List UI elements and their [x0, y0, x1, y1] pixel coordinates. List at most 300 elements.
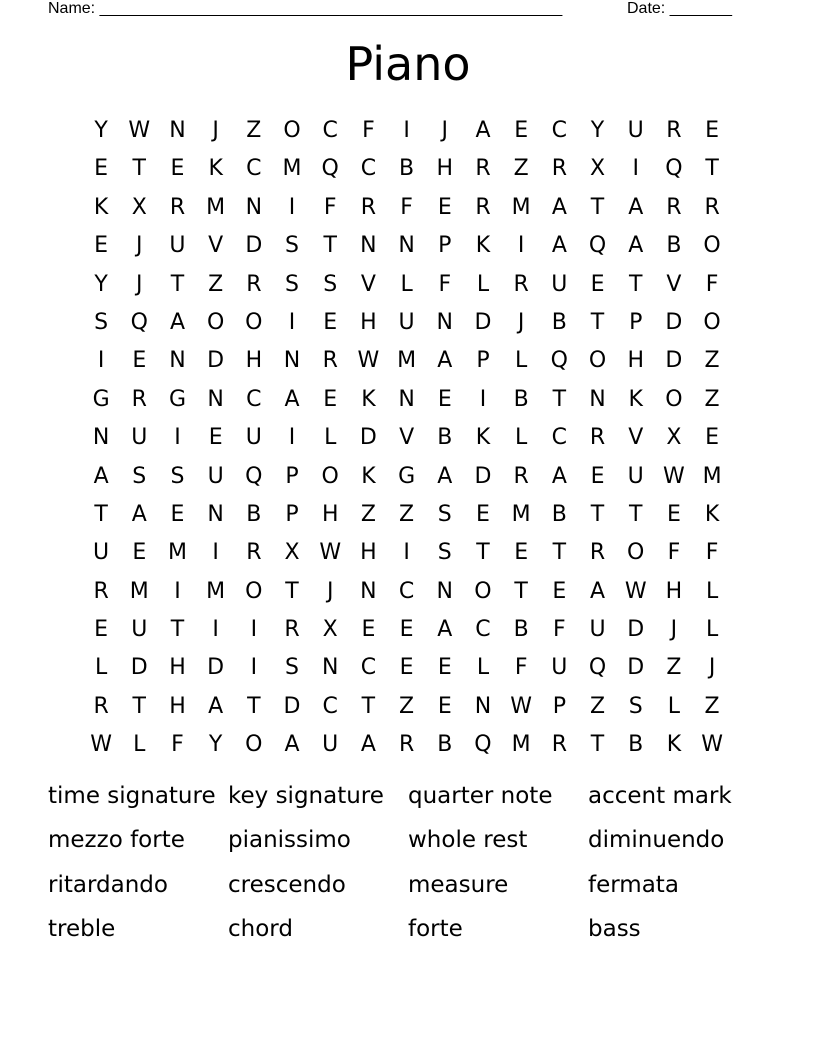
grid-letter: N	[360, 233, 377, 259]
grid-letter: S	[94, 309, 109, 335]
grid-letter: L	[94, 655, 108, 681]
grid-letter: L	[324, 425, 337, 451]
grid-letter: F	[438, 271, 452, 297]
grid-letter: O	[665, 386, 683, 412]
grid-letter: E	[399, 617, 414, 643]
grid-letter: D	[665, 309, 683, 335]
grid-letter: Q	[588, 233, 607, 259]
grid-letter: Z	[666, 655, 682, 681]
grid-letter: U	[322, 732, 339, 758]
grid-letter: G	[398, 463, 416, 489]
grid-letter: T	[628, 501, 643, 527]
grid-letter: I	[288, 309, 296, 335]
grid-letter: J	[708, 655, 716, 681]
grid-letter: C	[360, 156, 377, 182]
grid-letter: Z	[208, 271, 224, 297]
grid-letter: X	[284, 540, 300, 566]
word-list-item: measure	[408, 871, 509, 898]
grid-letter: T	[323, 233, 337, 259]
grid-letter: R	[704, 194, 720, 220]
grid-letter: Z	[399, 501, 415, 527]
grid-letter: Q	[550, 348, 568, 374]
grid-letter: W	[128, 118, 151, 143]
grid-letter: M	[702, 463, 722, 489]
word-list-item: chord	[228, 915, 293, 942]
grid-letter: V	[666, 271, 682, 297]
grid-letter: O	[627, 540, 645, 566]
grid-letter: W	[319, 540, 342, 566]
grid-letter: I	[174, 425, 181, 451]
grid-letter: M	[397, 348, 417, 374]
grid-letter: U	[131, 425, 148, 451]
grid-letter: A	[169, 309, 185, 335]
grid-letter: I	[212, 617, 219, 643]
grid-letter: T	[705, 156, 719, 182]
grid-letter: E	[94, 617, 109, 643]
grid-letter: T	[590, 194, 605, 220]
grid-letter: B	[551, 309, 567, 335]
grid-letter: C	[398, 578, 415, 604]
grid-letter: O	[283, 118, 301, 143]
grid-letter: E	[705, 118, 720, 143]
grid-letter: B	[628, 732, 644, 758]
grid-letter: C	[551, 118, 568, 143]
grid-letter: V	[360, 271, 376, 297]
grid-letter: E	[514, 118, 529, 143]
grid-letter: U	[169, 233, 186, 259]
grid-letter: Q	[130, 309, 148, 335]
grid-letter: O	[703, 233, 721, 259]
grid-letter: Z	[704, 386, 720, 412]
grid-letter: R	[322, 348, 338, 374]
grid-letter: E	[476, 501, 490, 527]
grid-letter: I	[403, 540, 410, 566]
grid-letter: E	[323, 309, 338, 335]
grid-letter: M	[282, 156, 302, 182]
grid-letter: J	[441, 118, 449, 143]
grid-letter: R	[246, 540, 262, 566]
grid-letter: M	[511, 501, 531, 527]
grid-letter: H	[627, 348, 644, 374]
grid-letter: P	[438, 233, 452, 259]
grid-letter: T	[552, 540, 567, 566]
grid-letter: L	[400, 271, 413, 297]
grid-letter: U	[551, 655, 568, 681]
grid-letter: R	[589, 425, 606, 451]
grid-letter: E	[208, 425, 223, 451]
grid-letter: U	[627, 118, 644, 143]
grid-letter: M	[167, 540, 187, 566]
grid-letter: O	[474, 578, 492, 604]
grid-letter: E	[437, 655, 452, 681]
grid-letter: C	[246, 156, 262, 182]
word-list-item: mezzo forte	[48, 827, 185, 854]
grid-letter: F	[171, 732, 184, 758]
grid-letter: W	[510, 693, 533, 719]
grid-letter: I	[250, 655, 258, 681]
grid-letter: E	[170, 501, 185, 527]
grid-letter: E	[514, 540, 529, 566]
grid-letter: N	[207, 501, 224, 527]
word-list-item: treble	[48, 915, 116, 942]
grid-letter: R	[513, 271, 529, 297]
grid-letter: X	[589, 156, 606, 182]
grid-letter: L	[476, 271, 490, 297]
grid-letter: I	[174, 578, 181, 604]
grid-letter: E	[361, 617, 376, 643]
grid-letter: L	[133, 732, 146, 758]
grid-letter: D	[207, 348, 225, 374]
grid-letter: H	[169, 655, 186, 681]
grid-letter: E	[132, 540, 147, 566]
grid-letter: H	[245, 348, 263, 374]
grid-letter: N	[474, 693, 492, 719]
grid-letter: N	[169, 118, 186, 143]
grid-letter: Y	[590, 118, 605, 143]
grid-letter: U	[131, 617, 148, 643]
grid-letter: P	[476, 348, 490, 374]
grid-letter: A	[551, 194, 567, 220]
grid-letter: P	[552, 693, 566, 719]
grid-letter: N	[589, 386, 606, 412]
grid-letter: L	[667, 693, 681, 719]
grid-letter: N	[283, 348, 301, 374]
grid-letter: R	[551, 156, 567, 182]
grid-letter: A	[131, 501, 147, 527]
grid-letter: S	[285, 655, 300, 681]
grid-letter: R	[360, 194, 377, 220]
grid-letter: B	[666, 233, 682, 259]
grid-letter: F	[362, 118, 375, 143]
grid-letter: C	[360, 655, 377, 681]
grid-letter: A	[437, 348, 453, 374]
grid-letter: A	[551, 463, 567, 489]
grid-letter: C	[322, 118, 338, 143]
grid-letter: C	[322, 693, 338, 719]
grid-letter: D	[245, 233, 263, 259]
grid-letter: E	[666, 501, 681, 527]
grid-letter: J	[212, 118, 219, 143]
grid-letter: X	[666, 425, 682, 451]
grid-letter: N	[245, 194, 263, 220]
grid-letter: U	[551, 271, 568, 297]
grid-letter: J	[326, 578, 334, 604]
grid-letter: L	[515, 348, 528, 374]
grid-letter: A	[628, 194, 644, 220]
grid-letter: I	[632, 156, 639, 182]
grid-letter: T	[476, 540, 490, 566]
grid-letter: U	[627, 463, 644, 489]
grid-letter: U	[589, 617, 606, 643]
grid-letter: K	[361, 386, 376, 412]
grid-letter: L	[705, 578, 719, 604]
grid-letter: F	[667, 540, 681, 566]
word-list-item: forte	[408, 915, 463, 942]
grid-letter: R	[551, 732, 567, 758]
grid-letter: A	[437, 617, 453, 643]
grid-letter: A	[208, 693, 224, 719]
grid-letter: N	[436, 309, 454, 335]
grid-letter: K	[475, 425, 491, 451]
grid-letter: A	[93, 463, 109, 489]
grid-letter: E	[437, 386, 452, 412]
grid-letter: B	[513, 617, 529, 643]
grid-letter: T	[132, 156, 146, 182]
grid-letter: J	[136, 271, 143, 297]
word-list	[48, 776, 768, 953]
grid-letter: U	[398, 309, 415, 335]
grid-letter: B	[551, 501, 567, 527]
grid-letter: R	[666, 118, 682, 143]
word-list-item: crescendo	[228, 871, 346, 898]
grid-letter: P	[285, 501, 299, 527]
grid-letter: T	[170, 271, 185, 297]
grid-letter: I	[479, 386, 487, 412]
grid-letter: G	[92, 386, 110, 412]
grid-letter: H	[169, 693, 186, 719]
grid-letter: E	[399, 655, 414, 681]
grid-letter: O	[321, 463, 339, 489]
grid-letter: B	[513, 386, 529, 412]
grid-letter: D	[359, 425, 377, 451]
word-list-item: ritardando	[48, 871, 168, 898]
grid-letter: Z	[360, 501, 376, 527]
grid-letter: R	[284, 617, 300, 643]
grid-letter: Z	[704, 348, 720, 374]
grid-letter: V	[399, 425, 415, 451]
grid-letter: P	[629, 309, 643, 335]
grid-letter: Y	[94, 271, 108, 297]
grid-letter: I	[403, 118, 410, 143]
grid-letter: A	[590, 578, 606, 604]
grid-letter: J	[670, 617, 678, 643]
grid-letter: V	[628, 425, 644, 451]
grid-letter: L	[515, 425, 528, 451]
word-list-item: accent mark	[588, 783, 732, 809]
worksheet-header	[0, 0, 816, 22]
grid-letter: S	[437, 501, 452, 527]
grid-letter: Y	[94, 118, 108, 143]
grid-letter: Q	[245, 463, 263, 489]
grid-letter: A	[360, 732, 376, 758]
grid-letter: B	[437, 425, 453, 451]
grid-letter: I	[250, 617, 258, 643]
grid-letter: K	[361, 463, 376, 489]
grid-letter: V	[208, 233, 224, 259]
grid-letter: D	[130, 655, 148, 681]
grid-letter: W	[701, 732, 723, 758]
grid-letter: K	[666, 732, 682, 758]
grid-letter: D	[207, 655, 225, 681]
grid-letter: U	[93, 540, 110, 566]
grid-letter: H	[360, 309, 377, 335]
grid-letter: B	[437, 732, 453, 758]
grid-letter: A	[475, 118, 491, 143]
word-list-item: pianissimo	[228, 827, 351, 854]
grid-letter: K	[93, 194, 109, 220]
grid-letter: X	[322, 617, 338, 643]
grid-letter: D	[627, 617, 645, 643]
grid-letter: Z	[246, 118, 262, 143]
grid-letter: O	[245, 578, 263, 604]
grid-letter: O	[206, 309, 225, 335]
grid-letter: T	[94, 501, 108, 527]
grid-letter: R	[246, 271, 262, 297]
grid-letter: H	[436, 156, 454, 182]
grid-letter: T	[132, 693, 146, 719]
grid-letter: R	[589, 540, 606, 566]
grid-letter: R	[666, 194, 682, 220]
grid-letter: Q	[474, 732, 492, 758]
date-field: Date: _______	[627, 0, 732, 17]
grid-letter: T	[170, 617, 185, 643]
grid-letter: O	[703, 309, 721, 335]
grid-letter: N	[398, 386, 415, 412]
grid-letter: F	[705, 271, 719, 297]
grid-letter: S	[285, 271, 300, 297]
grid-letter: D	[474, 463, 492, 489]
grid-letter: E	[437, 693, 452, 719]
grid-letter: W	[90, 732, 112, 758]
word-list-item: key signature	[228, 783, 384, 809]
grid-letter: Z	[704, 693, 720, 719]
grid-letter: C	[551, 425, 568, 451]
grid-letter: L	[476, 655, 490, 681]
grid-letter: I	[517, 233, 525, 259]
grid-letter: E	[705, 425, 720, 451]
page-title: Piano	[345, 37, 471, 91]
grid-letter: Z	[589, 693, 606, 719]
grid-letter: J	[136, 233, 143, 259]
grid-letter: N	[207, 386, 224, 412]
grid-letter: W	[357, 348, 380, 374]
grid-letter: D	[627, 655, 645, 681]
grid-letter: T	[285, 578, 299, 604]
grid-letter: T	[361, 693, 376, 719]
grid-letter: A	[284, 732, 300, 758]
grid-letter: E	[132, 348, 147, 374]
grid-letter: A	[437, 463, 453, 489]
grid-letter: I	[288, 194, 296, 220]
grid-letter: S	[628, 693, 643, 719]
grid-letter: S	[323, 271, 338, 297]
grid-letter: S	[437, 540, 452, 566]
grid-letter: G	[168, 386, 186, 412]
grid-letter: H	[665, 578, 683, 604]
grid-letter: N	[321, 655, 339, 681]
grid-letter: S	[285, 233, 300, 259]
grid-letter: T	[590, 309, 605, 335]
grid-letter: L	[705, 617, 719, 643]
word-list-item: fermata	[588, 871, 679, 898]
grid-letter: E	[94, 156, 109, 182]
grid-letter: E	[323, 386, 338, 412]
grid-letter: K	[704, 501, 720, 527]
grid-letter: I	[288, 425, 296, 451]
grid-letter: E	[590, 271, 605, 297]
grid-letter: D	[474, 309, 492, 335]
grid-letter: T	[514, 578, 528, 604]
grid-letter: A	[628, 233, 644, 259]
grid-letter: O	[245, 732, 263, 758]
grid-letter: M	[511, 732, 531, 758]
grid-letter: T	[590, 501, 605, 527]
grid-letter: U	[245, 425, 262, 451]
grid-letter: R	[513, 463, 529, 489]
grid-letter: W	[663, 463, 685, 489]
grid-letter: Q	[321, 156, 339, 182]
grid-letter: N	[360, 578, 377, 604]
grid-letter: N	[169, 348, 186, 374]
grid-letter: C	[246, 386, 262, 412]
grid-letter: R	[93, 693, 109, 719]
grid-letter: F	[705, 540, 719, 566]
word-list-item: whole rest	[408, 827, 528, 854]
grid-letter: R	[93, 578, 109, 604]
grid-letter: R	[475, 156, 491, 182]
word-list-item: diminuendo	[588, 827, 725, 854]
grid-letter: E	[590, 463, 605, 489]
grid-letter: F	[553, 617, 566, 643]
grid-letter: D	[665, 348, 683, 374]
name-field: Name: ____________________________________________________	[48, 0, 563, 17]
word-list-item: quarter note	[408, 783, 553, 809]
grid-letter: N	[92, 425, 110, 451]
word-list-item: time signature	[48, 783, 216, 809]
grid-letter: F	[400, 194, 413, 220]
grid-letter: I	[212, 540, 219, 566]
grid-letter: B	[399, 156, 415, 182]
grid-letter: I	[97, 348, 105, 374]
grid-letter: K	[475, 233, 491, 259]
grid-letter: A	[551, 233, 567, 259]
grid-letter: N	[398, 233, 415, 259]
grid-letter: S	[170, 463, 185, 489]
grid-letter: M	[511, 194, 531, 220]
grid-letter: R	[169, 194, 186, 220]
grid-letter: E	[94, 233, 109, 259]
grid-letter: F	[323, 194, 337, 220]
grid-letter: M	[206, 194, 226, 220]
grid-letter: S	[132, 463, 147, 489]
word-list-item: bass	[588, 915, 641, 942]
grid-letter: U	[207, 463, 224, 489]
grid-letter: A	[284, 386, 300, 412]
grid-letter: D	[283, 693, 301, 719]
grid-letter: Q	[588, 655, 607, 681]
grid-letter: W	[624, 578, 647, 604]
grid-letter: O	[245, 309, 263, 335]
grid-letter: R	[131, 386, 147, 412]
grid-letter: J	[517, 309, 525, 335]
grid-letter: N	[436, 578, 454, 604]
grid-letter: T	[628, 271, 643, 297]
grid-letter: T	[247, 693, 261, 719]
grid-letter: R	[398, 732, 415, 758]
grid-letter: H	[321, 501, 339, 527]
grid-letter: E	[437, 194, 452, 220]
grid-letter: R	[475, 194, 491, 220]
grid-letter: K	[208, 156, 223, 182]
grid-letter: T	[552, 386, 567, 412]
grid-letter: C	[475, 617, 491, 643]
grid-letter: E	[170, 156, 185, 182]
grid-letter: M	[206, 578, 226, 604]
grid-letter: Z	[399, 693, 415, 719]
grid-letter: Z	[513, 156, 529, 182]
grid-letter: P	[285, 463, 299, 489]
grid-letter: K	[628, 386, 643, 412]
